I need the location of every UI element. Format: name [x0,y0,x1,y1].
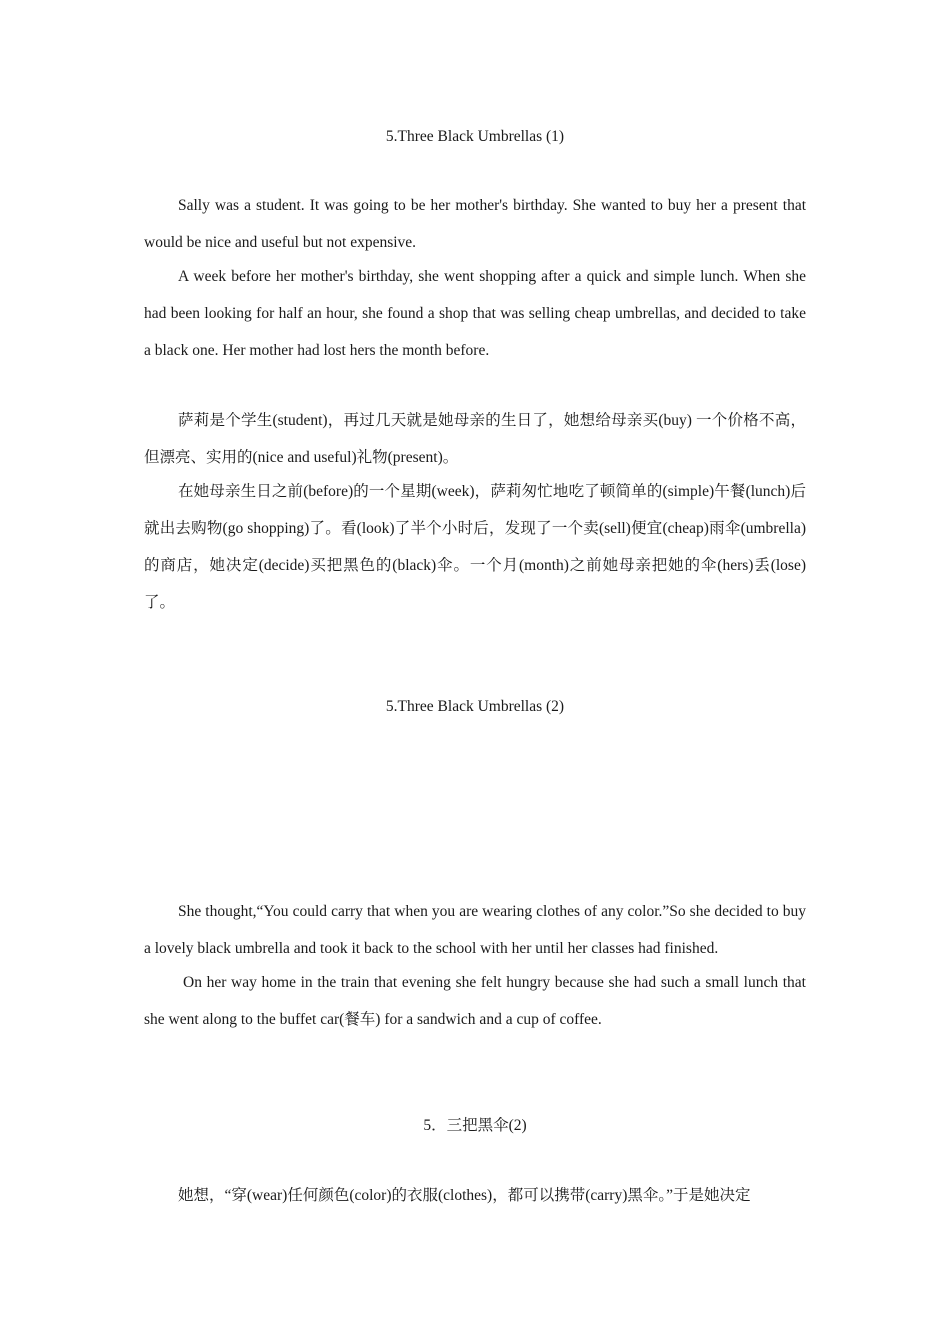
section2-title: 5.Three Black Umbrellas (2) [385,698,565,715]
paragraph: 萨莉是个学生(student)，再过几天就是她母亲的生日了，她想给母亲买(buy) 一个价格不高，但漂亮、实用的(nice and useful)礼物(present)。 [144,412,806,466]
section2-english-text [144,893,806,1038]
section1-english-text [144,187,806,369]
paragraph: 在她母亲生日之前(before)的一个星期(week)，萨莉匆忙地吃了顿简单的(simple)午餐(lunch)后就出去购物(go shopping)了。看(look)了半个小时后，发现了一个卖(sell)便宜(cheap)雨伞(umbrella)的商店，她决定(decide)买把黑色的(black)伞。一个月(month)之前她母亲把她的伞(hers)丢(lose)了。 [144,483,806,611]
section2-chinese-text [144,1177,806,1214]
paragraph: Sally was a student. It was going to be her mother's birthday. She wanted to buy her a present that would be nice and useful but not expensive. [144,197,806,251]
paragraph: On her way home in the train that evening she felt hungry because she had such a small lunch that she went along to the buffet car(餐车) for a sandwich and a cup of coffee. [144,974,806,1028]
section1-title: 5.Three Black Umbrellas (1) [385,128,565,145]
section2-chinese-title: 5．三把黑伞(2) [423,1117,527,1134]
paragraph: A week before her mother's birthday, she went shopping after a quick and simple lunch. When she had been looking for half an hour, she found a shop that was selling cheap umbrellas, and decided to take a black one. Her mother had lost hers the month before. [144,268,806,359]
paragraph: 她想，“穿(wear)任何颜色(color)的衣服(clothes)，都可以携带(carry)黑伞。”于是她决定 [178,1187,751,1204]
paragraph: She thought,“You could carry that when you are wearing clothes of any color.”So she decided to buy a lovely black umbrella and took it back to the school with her until her classes had finished. [144,903,806,957]
section1-chinese-text [144,402,806,621]
